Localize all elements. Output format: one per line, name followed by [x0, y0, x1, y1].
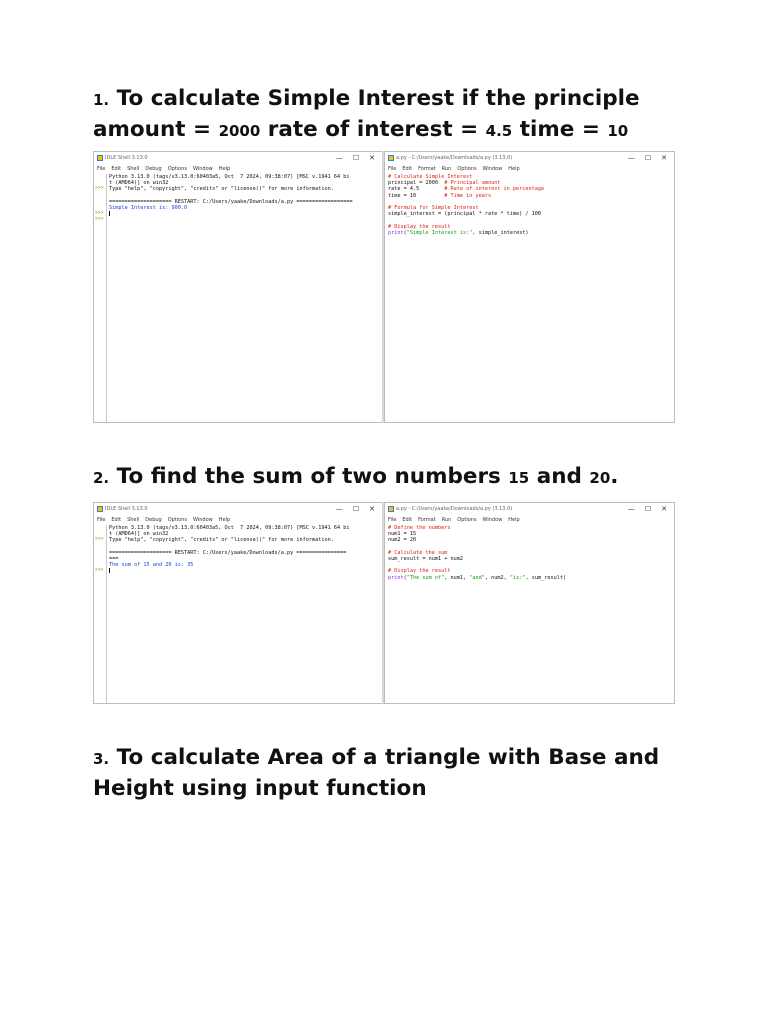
menu-shell[interactable]: Shell	[127, 516, 140, 523]
maximize-icon[interactable]: ☐	[644, 505, 652, 513]
menu-file[interactable]: File	[97, 516, 106, 523]
python-file-icon	[388, 506, 394, 512]
text-cursor	[109, 568, 110, 573]
heading-number: 1.	[93, 91, 110, 109]
shell-prompt: >>>	[95, 186, 104, 192]
heading-text: rate of interest =	[260, 117, 486, 142]
heading-value: 2000	[218, 122, 261, 140]
heading-1	[93, 84, 713, 146]
idle-shell-window	[93, 151, 383, 423]
heading-number: 2.	[93, 469, 110, 487]
menu-edit[interactable]: Edit	[402, 165, 413, 172]
heading-value: 4.5	[485, 122, 513, 140]
shell-output: Python 3.13.0 (tags/v3.13.0:60403a5, Oct 7 2024, 09:38:07) [MSC v.1941 64 bi t (AMD64)] on win32 Type "help", "copyright", "credits" or "license()" for more information. ==================== RESTART: C:/Users/yaake/Downloads/a.py ================== Simple Interest is: 900.0	[109, 174, 379, 217]
menu-options[interactable]: Options	[167, 516, 188, 523]
heading-value: 20	[589, 469, 611, 487]
shell-prompt: >>>	[95, 211, 104, 216]
editor-titlebar	[385, 152, 674, 164]
shell-title: IDLE Shell 3.13.0	[105, 506, 148, 512]
shell-gutter	[94, 525, 107, 703]
close-icon[interactable]: ✕	[369, 505, 375, 513]
shell-body[interactable]	[94, 525, 382, 703]
editor-body[interactable]	[385, 174, 674, 422]
heading-value: 10	[607, 122, 629, 140]
menu-file[interactable]: File	[388, 516, 397, 523]
shell-body[interactable]	[94, 174, 382, 422]
menu-window[interactable]: Window	[482, 516, 503, 523]
python-file-icon	[388, 155, 394, 161]
menu-window[interactable]: Window	[482, 165, 503, 172]
heading-2	[93, 462, 713, 493]
menu-help[interactable]: Help	[218, 165, 231, 172]
screenshot-sum-two-numbers	[93, 502, 675, 704]
shell-prompt: >>>	[95, 568, 104, 573]
shell-prompt: >>>	[95, 217, 104, 222]
editor-window	[384, 502, 675, 704]
editor-menubar	[385, 515, 674, 524]
menu-options[interactable]: Options	[457, 165, 477, 172]
menu-file[interactable]: File	[388, 165, 397, 172]
minimize-icon[interactable]: —	[627, 154, 635, 162]
heading-text: .	[610, 464, 619, 489]
heading-text: and	[529, 464, 590, 489]
maximize-icon[interactable]: ☐	[644, 154, 652, 162]
editor-title: a.py - C:/Users/yaake/Downloads/a.py (3.13.0)	[396, 155, 513, 161]
idle-icon	[97, 155, 103, 161]
minimize-icon[interactable]: —	[335, 505, 343, 513]
shell-title: IDLE Shell 3.13.0	[105, 155, 148, 161]
close-icon[interactable]: ✕	[661, 505, 667, 513]
editor-body[interactable]	[385, 525, 674, 703]
close-icon[interactable]: ✕	[369, 154, 375, 162]
shell-menubar	[94, 164, 382, 173]
source-code: # Calculate Simple Interest principal = 2000 # Principal amount rate = 4.5 # Rate of interest in percentage time = 10 # Time in years # Formula for Simple Interest simple_interest = (principal * rate * time) / 100 # Display the result print("Simple Interest is:", simple_interest)	[388, 174, 545, 236]
program-output: Simple Interest is: 900.0	[109, 205, 188, 212]
idle-icon	[97, 506, 103, 512]
menu-help[interactable]: Help	[508, 165, 520, 172]
menu-run[interactable]: Run	[441, 516, 452, 523]
heading-3	[93, 743, 713, 803]
menu-format[interactable]: Format	[418, 516, 436, 523]
heading-text: To calculate Simple Interest if the principle amount =	[93, 86, 640, 142]
editor-titlebar	[385, 503, 674, 515]
menu-file[interactable]: File	[97, 165, 106, 172]
close-icon[interactable]: ✕	[661, 154, 667, 162]
shell-titlebar	[94, 503, 382, 515]
menu-edit[interactable]: Edit	[402, 516, 413, 523]
heading-text: time =	[512, 117, 608, 142]
menu-shell[interactable]: Shell	[127, 165, 140, 172]
program-output: The sum of 15 and 20 is: 35	[109, 562, 194, 569]
menu-options[interactable]: Options	[457, 516, 477, 523]
menu-debug[interactable]: Debug	[145, 516, 162, 523]
idle-shell-window	[93, 502, 383, 704]
heading-value: 15	[508, 469, 530, 487]
heading-text: To calculate Area of a triangle with Base and Height using input function	[93, 745, 660, 801]
menu-format[interactable]: Format	[418, 165, 436, 172]
menu-edit[interactable]: Edit	[111, 516, 122, 523]
shell-menubar	[94, 515, 382, 524]
maximize-icon[interactable]: ☐	[352, 505, 360, 513]
menu-debug[interactable]: Debug	[145, 165, 162, 172]
menu-window[interactable]: Window	[193, 165, 213, 172]
source-code: # Define the numbers num1 = 15 num2 = 20 # Calculate the sum sum_result = num1 + num2 # Display the result print("The sum of", num1, "and", num2, "is:", sum_result)	[388, 525, 567, 581]
screenshot-simple-interest	[93, 151, 675, 423]
minimize-icon[interactable]: —	[335, 154, 343, 162]
menu-help[interactable]: Help	[508, 516, 520, 523]
menu-edit[interactable]: Edit	[111, 165, 122, 172]
maximize-icon[interactable]: ☐	[352, 154, 360, 162]
editor-title: a.py - C:/Users/yaake/Downloads/a.py (3.13.0)	[396, 506, 513, 512]
minimize-icon[interactable]: —	[627, 505, 635, 513]
menu-help[interactable]: Help	[218, 516, 231, 523]
editor-menubar	[385, 164, 674, 173]
shell-prompt: >>>	[95, 537, 104, 543]
text-cursor	[109, 211, 110, 216]
heading-text: To find the sum of two numbers	[116, 464, 509, 489]
shell-output: Python 3.13.0 (tags/v3.13.0:60403a5, Oct 7 2024, 09:38:07) [MSC v.1941 64 bi t (AMD64)] on win32 Type "help", "copyright", "credits" or "license()" for more information. ==================== RESTART: C:/Users/yaake/Downloads/a.py ================ === The sum of 15 and 20 is: 35	[109, 525, 379, 575]
editor-window	[384, 151, 675, 423]
menu-options[interactable]: Options	[167, 165, 188, 172]
shell-titlebar	[94, 152, 382, 164]
heading-number: 3.	[93, 750, 110, 768]
menu-run[interactable]: Run	[441, 165, 452, 172]
menu-window[interactable]: Window	[193, 516, 213, 523]
